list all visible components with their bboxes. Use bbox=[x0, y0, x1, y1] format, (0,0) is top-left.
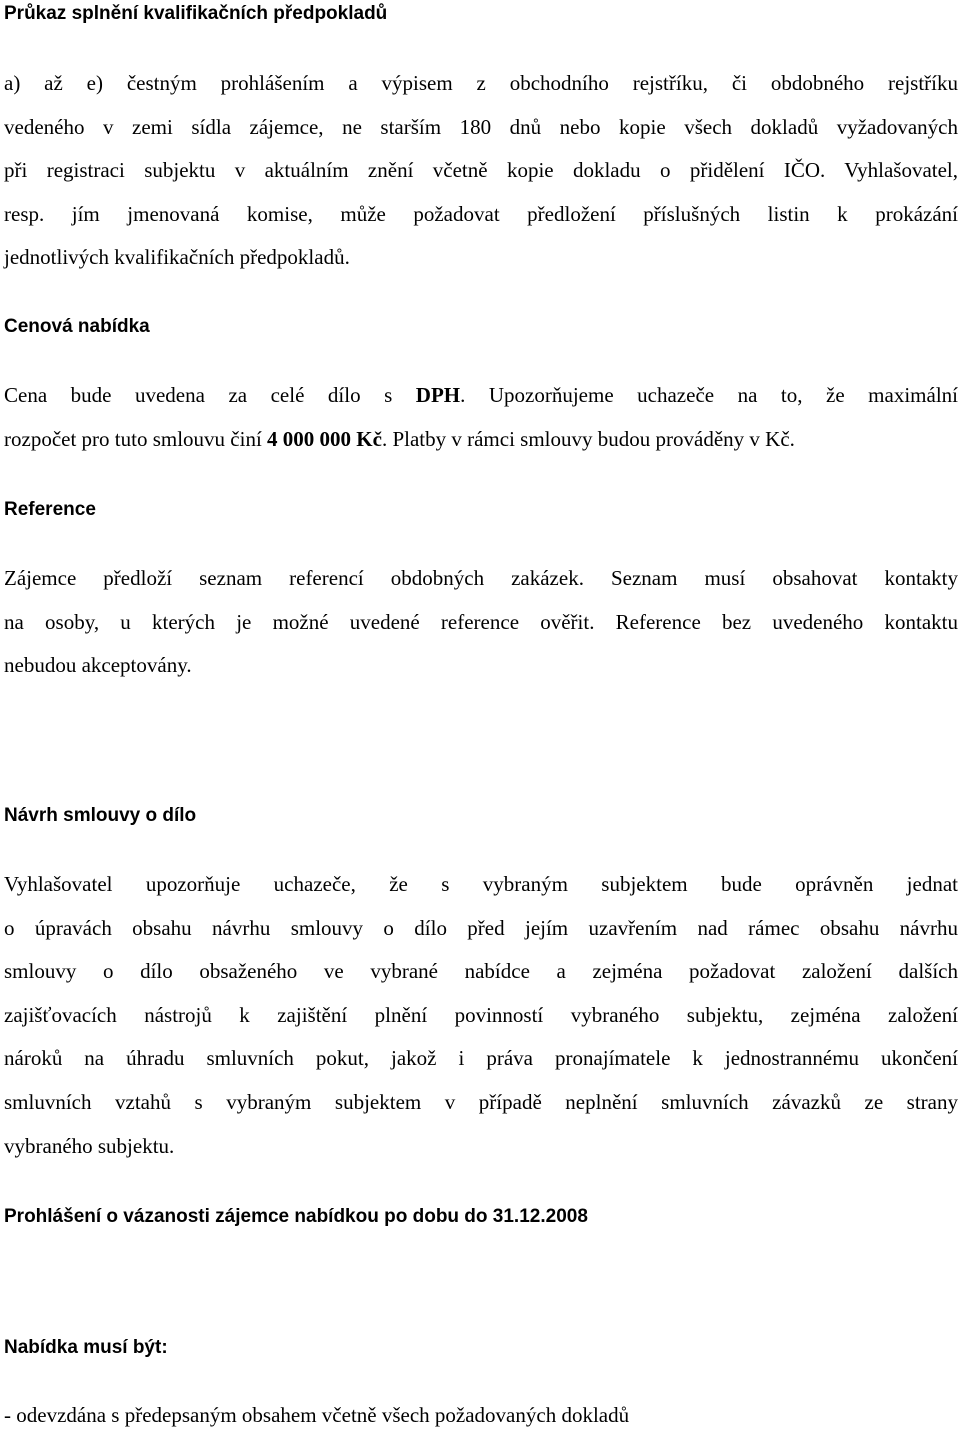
paragraph-line: vybraného subjektu. bbox=[4, 1133, 175, 1158]
qualification-paragraph bbox=[4, 62, 958, 280]
paragraph-line: smlouvy o dílo obsaženého ve vybrané nabídce a zejména požadovat založení dalších bbox=[4, 959, 958, 984]
paragraph-line bbox=[4, 418, 958, 462]
paragraph-line: vedeného v zemi sídla zájemce, ne starším 180 dnů nebo kopie všech dokladů vyžadovaných bbox=[4, 114, 958, 139]
paragraph-line: resp. jím jmenovaná komise, může požadovat předložení příslušných listin k prokázání bbox=[4, 201, 958, 226]
paragraph-line: nebudou akceptovány. bbox=[4, 653, 192, 678]
paragraph-line: smluvních vztahů s vybraným subjektem v případě neplnění smluvních závazků ze strany bbox=[4, 1089, 958, 1114]
price-text: . Upozorňujeme uchazeče na to, že maximální bbox=[460, 383, 958, 407]
price-paragraph bbox=[4, 374, 958, 461]
paragraph-line: a) až e) čestným prohlášením a výpisem z obchodního rejstříku, či obdobného rejstříku bbox=[4, 71, 958, 95]
paragraph-line: jednotlivých kvalifikačních předpokladů. bbox=[4, 245, 350, 270]
reference-paragraph bbox=[4, 557, 958, 688]
contract-paragraph bbox=[4, 863, 958, 1168]
offer-requirements-list bbox=[4, 1394, 958, 1438]
paragraph-line: zajišťovacích nástrojů k zajištění plnění povinností vybraného subjektu, zejména založení bbox=[4, 1002, 958, 1027]
reference-heading: Reference bbox=[4, 499, 96, 520]
price-text: . Platby v rámci smlouvy budou prováděny v Kč. bbox=[381, 426, 795, 451]
paragraph-line: nároků na úhradu smluvních pokut, jakož i práva pronajímatele k jednostrannému ukončení bbox=[4, 1046, 958, 1071]
vat-label: DPH bbox=[415, 383, 461, 407]
paragraph-line bbox=[4, 374, 958, 418]
max-budget-value: 4 000 000 Kč bbox=[267, 426, 382, 451]
price-text: rozpočet pro tuto smlouvu činí bbox=[4, 426, 268, 451]
paragraph-line: při registraci subjektu v aktuálním znění včetně kopie dokladu o přidělení IČO. Vyhlašovatel, bbox=[4, 158, 958, 183]
paragraph-line: na osoby, u kterých je možné uvedené reference ověřit. Reference bez uvedeného kontaktu bbox=[4, 609, 958, 634]
paragraph-line: Zájemce předloží seznam referencí obdobných zakázek. Seznam musí obsahovat kontakty bbox=[4, 566, 958, 590]
price-text: Cena bude uvedena za celé dílo s bbox=[4, 383, 416, 407]
offer-requirements-heading: Nabídka musí být: bbox=[4, 1337, 168, 1358]
paragraph-line: o úpravách obsahu návrhu smlouvy o dílo před jejím uzavřením nad rámec obsahu návrhu bbox=[4, 915, 958, 940]
qualification-heading: Průkaz splnění kvalifikačních předpokladů bbox=[4, 3, 388, 24]
paragraph-line: Vyhlašovatel upozorňuje uchazeče, že s vybraným subjektem bude oprávněn jednat bbox=[4, 872, 958, 896]
price-heading: Cenová nabídka bbox=[4, 316, 150, 337]
binding-declaration-heading: Prohlášení o vázanosti zájemce nabídkou po dobu do 31.12.2008 bbox=[4, 1206, 588, 1227]
list-item: - odevzdána s předepsaným obsahem včetně všech požadovaných dokladů bbox=[4, 1403, 630, 1427]
contract-heading: Návrh smlouvy o dílo bbox=[4, 805, 197, 826]
